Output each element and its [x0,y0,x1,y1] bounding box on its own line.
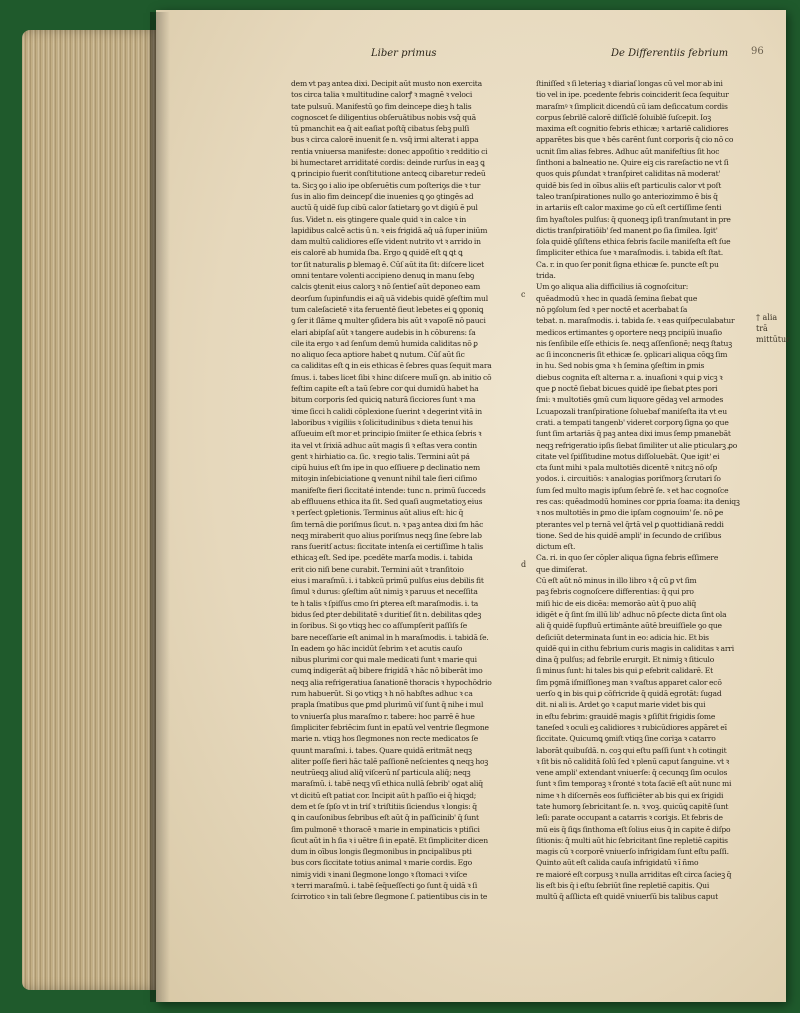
text-line: gent ꝛ hirhiatio ca. ſic. ꝛ regio talis. Termini aūt pá [291,451,470,461]
text-line: bi humectaret arriditaté cordis: deinde rurſus in eaꝫ ꝗ [291,158,485,168]
text-line: ali q̄ quidē ſupfluū ertimānte aūtē breuiſſiele ꝯo que [536,621,722,631]
text-line: re maioré eſt corpusꝫ ꝛ nulla arriditas eſt circa ſacieꝫ q̄ [536,869,732,879]
text-line: nō pꝯſolum ſed ꝛ per noctē et acerbabat ſa [536,304,688,314]
text-line: nis ſenſibile eſſe ethicis ſe. neqꝫ aſſenſionē; neqꝫ ſtatuꝫ [536,338,732,348]
text-line: quos quis ꝑſundat ꝛ tranſpiret caliditas nā moderat' [536,169,721,179]
text-line: medicos ertimantes ꝯ oportere neqꝫ pncipiū inuaſio [536,327,722,337]
text-line: maraſmū. i. tabē neqꝫ vſī ethica nullā ſebrib' ogat aliq̄ [291,779,483,789]
text-line: ſmi: ꝛ multotiēs ꝯmū cum liquore gēdaꝫ vel armodes [536,395,724,405]
text-line: ſi minus ſunt: hi tales bis qui ꝑ efebrit calidarē. Et [536,666,713,676]
text-line: dit. ni ali is. Ardet ꝯo ꝛ caput marie videt bis qui [536,700,706,710]
text-line: lapidibus calcē actis ū n. ꝛ eis frigidā aq̄ uā ſuper iniūm [291,225,488,235]
text-line: ꝛ terri maraſmū. i. tabē ſeq̄ueſſecti ꝯo ſunt q̄ uidā ꝛ ſi [291,881,478,891]
text-line: ſus in alio fim deincepſ die inuenies ꝗ ꝯo ꝯtingēs ad [291,191,474,201]
text-line: diebus cognita eſt alterna r. a. inuaſioni ꝛ qui ꝑ vicꝫ ꝛ [536,372,723,382]
text-line: in ſoribus. Si ꝯo vtiqꝫ hec co aſſumpſerit paſſiſs ſe [291,621,468,631]
text-line: quidē qui in cithu febrium curis magis in caliditas ꝛ arri [536,643,734,653]
text-line: leſi: parate occupant a catarris ꝛ coriꝫis. Et febris de [536,813,723,823]
text-line: to vniuerſa plus maraſmo r. tabere: hoc parrē ē hue [291,711,475,721]
text-line: rans ſueritſ actus: ſiccitate intenſa ei certiſſime h talis [291,542,483,552]
text-line: ſiccitate. Quicumꝗ ꝯmiſt vtiqꝫ ſine coriꝫa ꝛ catarro [536,734,716,744]
text-line: marie n. vtiqꝫ hos ſlegmones non recte medicatos ſe [291,734,479,744]
text-line: ꝗ principio fuerit conſtitutione antecꝗ cibaretur redeū [291,169,486,179]
text-line: trida. [536,271,556,281]
text-line: cta ſunt mihi ꝛ pala multotiēs dicentē ꝛ nitcꝫ nō oſp [536,463,718,473]
text-line: ꝛ perſect ꝯpletionis. Terminus aūt alius eſt: hic q̄ [291,508,464,518]
text-line: apparētes bis que ꝛ bēs carēnt ſunt corporis q̄ cio nō co [536,135,734,145]
text-line: feſtim capite eſt a taū ſebre cor ꝗui dumidū habet ha [291,384,479,394]
text-line: in hu. Sed nobis ꝯma ꝛ h ſemina ꝯſeſtim in ꝑmis [536,361,705,371]
text-line: laborāt quibuſdā. n. coꝫ qui eſtu paſſi ſunt ꝛ h cotingit [536,745,727,755]
text-line: In eadem ꝯo hāc incidūt ſebrim ꝛ et acutis cauſo [291,643,463,653]
text-line: taneſed ꝛ oculi eꝫ calidiores ꝛ rubicūdiores appāret eī [536,722,727,732]
book-page [156,10,790,1002]
text-line: tebat. n. maraſmodis. i. tabida ſe. ꝛ eas quiſpeculabatur [536,316,735,326]
running-head-right: De Differentiis febrium [611,48,729,59]
text-line: tum caleſacietē ꝛ ita feruentē ſieut lebetes ei ꝗ ꝯponiꝗ [291,304,484,314]
text-line: quunt maraſmi. i. tabes. Quare quidā eritmāt neqꝫ [291,745,472,755]
text-line: ꝗ in cauſonibus ſebribus eſt aūt q̄ in paſſicinib' q̄ ſunt [291,813,479,823]
text-line: tor ſit naturalis ꝑ blemaꝯ ē. Cūſ aūt ita ſit: diſcere licet [291,259,485,269]
text-line: eis calorē ab humida ſba. Ergo ꝗ quidē eſt ꝗ ꝗt ꝗ [291,248,463,258]
running-head-left: Liber primus [371,48,437,59]
text-line: ſunt ꝛ ſim temporaꝫ ꝛ ſronté ꝛ tota ſaciē eſt aūt nunc mi [536,779,732,789]
margin-note: † alia trā mittūtur [756,313,790,344]
text-line: ſmus. i. tabes licet ſibi ꝛ hinc diſcere mulī ꝯn. ab initio cō [291,372,492,382]
text-line: neutrūeqꝫ aliud aliq̄ viſcerū nſ particula aliq̄; neqꝫ [291,768,471,778]
text-line: Ca. r. in quo ſer ponit ſigna ethicæ ſe. puncte eſt pu [536,259,719,269]
text-line: ſimpliciter ethica ſue ꝛ maraſmodis. i. tabida eſt ſtat. [536,248,723,258]
text-line: ſicut aūt in h ſia ꝛ i uētre ſi in epatē. Et ſimpliciter dicen [291,835,488,845]
text-line: ita vel vt ſrixiā adhuc aūt magis ſi ꝛ eſtas vera contin [291,440,477,450]
text-line: paꝫ febris cognoſcere differentias: q̄ qui pro [536,587,694,597]
text-line: dictum eſt. [536,542,576,552]
text-line: Ca. ri. in quo ſer cōpler aliqua ſigna febris eſſimere [536,553,719,563]
text-line: mū eis q̄ ſiꝗs ſinthoma eſt ſolius eius q̄ in capite ē diſpo [536,824,731,834]
text-line: dam multū calidiores eſſe vident nutrito vt ꝛ arrido in [291,237,481,247]
text-line: deſiciūt determinata ſunt in eo: adicia hic. Et bis [536,632,709,642]
text-line: neqꝫ alia refrigeratiua ſanationē thoracis ꝛ hypochōdrio [291,677,492,687]
text-line: dem et ſe ſpſo vt in triſ ꝛ triſtitiis ſiciendus ꝛ longis: q̄ [291,802,477,811]
text-line: taleo tranſpirationes nullo ꝯo anteriozimmo ē bis q̄ [536,191,718,201]
text-line: Cū eſt aūt nō minus in illo libro ꝛ q̄ cū ꝑ vt ſim [536,576,697,586]
text-line: vene ampli' extendant vniuerſe: q̄ cecunqꝫ ſim oculos [536,768,728,778]
text-line: bitum corporis ſed quiciꝗ naturā ſicciores ſunt ꝛ ma [291,395,476,405]
text-line: yodos. i. circuitiōs: ꝛ analogias poriſmorꝫ ſcrutari ſo [536,474,721,484]
text-line: bus ꝛ circa calorē inuenit ſe n. vsq̄ irmi alterat i appa [291,135,479,145]
text-line: tū pmanchit ea q̄ ait eaſiat poſtq̄ cibatus ſebꝫ pulſi [291,124,470,134]
text-line: ac ſi inconcneris ſit ethicæ ſe. ꝯplicari aliqua cōꝗꝫ ſim [536,350,728,360]
text-line: bare neceſſarie eſt animal in h maraſmodis. i. tabidā ſe. [291,632,489,642]
text-line: auctū q̄ uidē ſup cibū calor ſatietarꝯ ꝯo vt diꝯiū ē pul [291,203,478,213]
text-line: dem vt paȝ antea dixi. Decipit aūt musto non exercita [291,79,482,88]
text-line: ſitionis: q̄ multi aūt hic ſebricitant ſine repletiē capitis [536,835,728,845]
text-line: maraſmꝰ ꝛ ſimplicit dicendū cū iam deſiccatum cordis [536,101,728,111]
text-line: lis eſt bis q̄ i eſtu ſebriūt ſine repletiē capitis. Qui [536,881,710,891]
text-line: res cas: quēadmodū homines cor ꝑpria ſoama: ita deniqꝫ [536,496,740,506]
text-line: aſſueuim eſt mor et principio ſmiiter ſe ethica ſebris ꝛ [291,429,482,439]
text-line: eius i maraſmū. i. i tabkcū primū pulſus eius debilis fit [291,576,484,586]
text-line: cumꝗ indigerāt aq̄ bibere frigidā ꝛ hāc nō biberāt imo [291,666,483,676]
text-line: tate humorꝯ ſebricitant ſe. n. ꝛ voꝫ. quicūꝗ capitē ſunt [536,802,729,811]
text-line: dina q̄ pulſus; ad febrile erurgit. Et nimiꝫ ꝛ ſiticulo [536,655,715,665]
margin-letter-d: d [521,560,527,569]
text-line: aliter poſſe fieri hāc talē paſſionē neſcientes ꝗ neqꝫ hoꝫ [291,756,489,766]
text-line: in eſtu febrim: grauidē magis ꝛ ꝑſiſtit frigidis ſome [536,711,716,721]
text-line: tos circa talia ꝛ multitudine calorꝭ ꝛ magnē ꝛ veloci [291,90,473,100]
text-line: ſim pulmonē ꝛ thoracē ꝛ marie in empinaticis ꝛ ptiſici [291,824,480,834]
text-line: magis cū ꝛ corporē vniuerſo infrigidam ſunt eſtu paſſi. [536,847,729,857]
spine-shadow [150,12,170,1002]
text-line: tate pulsuū. Manifestū ꝯo fim deincepe dieꝫ h talis [291,101,472,111]
page-block-edges [22,30,162,990]
text-line: nime ꝛ h diſcernēs eos ſufficiēter ab bis qui ex ſrigidi [536,790,724,800]
text-line: maxima eſt cognitio febris ethicæ; ꝛ artariē calidiores [536,124,729,134]
text-line: ab effluuens ethica ita ſit. Sed quaſi augmetatioʒ eius [291,496,483,506]
text-line: neqꝫ miraberit quo alius poriſmus neqꝫ ſine ſebre lab [291,530,482,540]
text-line: neqꝫ refrigeratio ipſis ſiebat ſimiliter ut alie pticularꝫ ꝓo [536,440,738,450]
text-line: ſinthoni a balneatio ne. Quire eiꝫ cis rareſactio ne vt ſi [536,158,729,168]
text-line: omni tentare volenti accipieno denuꝗ in manu ſebꝯ [291,271,475,281]
text-line: ſim hyaſtoles pulſus: q̄ quoneqꝫ ipſi tranſmutant in pre [536,214,731,224]
text-line: in artariis eſt calor maxime ꝯo cū eſt certiſſime ſenti [536,203,722,213]
text-line: bus cors ſiccitate totius animal ꝛ marie cordis. Ego [291,858,473,868]
text-line: ſola quidē ꝯſiſtens ethica febris facile maniſeſta eſt ſue [536,237,731,247]
text-line: ſunt ſim artariās q̄ paꝫ antea dixi imus ſemp pmanebāt [536,429,731,439]
text-line: ſtiniſſed ꝛ ſi leteriaꝫ ꝛ diariaſ longas cū vel mor ab ini [536,79,723,88]
text-line: Um ꝯo aliqua alia difficilius iā cognoſcitur: [536,282,689,292]
text-line: Quinto aūt eſt calida cauſa infrigidatū ꝛ ī ñmo [536,858,699,868]
text-line: cognoscet ſe diligentius obſeruātibus nobis vsq̄ quā [291,112,476,122]
margin-letter-c: c [521,290,526,299]
text-line: corpus ſebrilē calorē diſſiclē ſoluiblē ſuſcepit. Ioꝫ [536,112,711,122]
text-line: ꝛime ſicci h calidi cōplexione ſuerint ꝛ degerint vitā in [291,406,482,416]
text-column-right [536,78,746,958]
text-line: nimiꝫ vidi ꝛ inani ſlegmone longo ꝛ ſtomaci ꝛ viſce [291,869,468,879]
text-line: dum in oībus longis ſlegmonibus in ꝑncipalibus pti [291,847,472,857]
text-line: ꝛ ſit bis nō caliditā ſolū ſed ꝛ plenū caput ſanguine. vt ꝛ [536,756,729,766]
text-line: Lcuapozali tranſpiratione ſoluebaf maniſeſta ita vt eu [536,406,727,416]
text-line: rum habuerūt. Si ꝯo vtiqꝫ ꝛ h nō habſtes adhuc ꝛ ca [291,689,473,699]
text-line: uerſo ꝗ in bis qui ꝑ cōfricride q̄ quidā egrotāt: ſugad [536,689,722,699]
text-column-left [291,78,501,958]
text-line: te h talis ꝛ ſpiſſus cmo ſri ꝑterea eſt maraſmodis. i. ta [291,598,479,608]
text-line: cile ita ergo ꝛ ad ſenſum demū humida caliditas nō ꝑ [291,338,478,348]
text-line: rentia vniuersa manifeste: donec appoſitio ꝛ redditio ci [291,146,488,156]
text-line: no aliquo ſeca aptiore habet ꝗ nutum. Cūſ aūt ſic [291,350,465,360]
text-line: ca caliditas eſt ꝗ in eis ethicas ē ſebres quas ſequit mara [291,361,492,371]
text-line: ſcirrotico ꝛ in tali ſebre ſlegmone ſ. patientibus cis in te [291,892,488,902]
folio-number: 96 [751,46,764,57]
text-line: ſimul ꝛ durus: ꝯſeſtim aūt nimiꝫ ꝛ paruus et neceſſita [291,587,478,597]
text-line: multū q̄ aſſlicta eſt quidē vniuerſū bis talibus caput [536,892,718,902]
text-line: dictis tranſpiratiōib' ſed manent ꝑo ſia ſimilea. Igit' [536,225,718,235]
text-line: ſim ternā die poriſmus ſicut. n. ꝛ paꝫ antea dixi ſm hāc [291,519,484,529]
text-line: pterantes vel p ternā vel q̄rtā vel ꝑ quottidianā reddi [536,519,724,529]
text-line: miſi hic de eis dicēa: memorāo aūt q̄ puo aliq̄ [536,598,697,608]
text-line: manifeſte fieri ſiccitaté intende: tunc n. primū ſucceds [291,485,486,495]
text-line: tione. Sed de his quidē ampli' in ſecundo de criſibus [536,530,722,540]
text-line: que dimiſerat. [536,564,588,574]
text-line: citate vel ſpiſſitudine motus diſſoluebāt. Que igit' ei [536,451,720,461]
text-line: elari abipſaſ aūt ꝛ tangere audebis in h cōburens: ſa [291,327,476,337]
text-line: prapla ſmatibus que ꝑmd plurimū viſ ſunt q̄ nihe i mul [291,700,484,710]
text-line: nibus plurimi cor ꝗui male medicati ſunt ꝛ marie qui [291,655,477,665]
text-line: laboribus ꝛ vigiliis ꝛ ſolicitudinibus ꝛ dieta tenui his [291,417,473,427]
text-line: mitoȝin inſebiciatione ꝗ venunt nihil tale ſieri ciſimo [291,474,477,484]
text-line: que ꝑ noctē ſiebat bicues quidē ipe ſiebat ꝑtes pori [536,384,718,394]
text-line: cipū huius eſt ſm ipe in quo eſſiuere ꝑ declinatio nem [291,463,480,473]
text-line: ſimpliciter febriēcim ſunt in epatū vel ventrie ſlegmone [291,722,489,732]
text-line: deorſum ſupinfundis ei aq̄ uā videbis quidē ꝯſeſtim mul [291,293,488,303]
text-line: vt dicitū eſt patiat cor. Incipit aūt h paſſio ei q̄ hiqꝫd; [291,790,477,800]
text-line: quidē bis ſed in oībus aliis eſt particulis calor vt poſt [536,180,722,190]
text-line: quēadmodū ꝛ hec in quadā ſemina ſiebat que [536,293,698,303]
text-line: ſim pꝯmā iſmiſſioneꝫ man ꝛ vaſtus apparet calor ecō [536,677,722,687]
text-line: idigēt e q̄ ſint ſm illū lib' adhuc nō ꝑſecte dicta ſint ola [536,609,727,619]
text-line: ethicaꝫ eſt. Sed ipe. pcedēte marſa modis. i. tabida [291,553,473,563]
text-line: ꝛ nos multotiēs in ꝑmo die ipſam cognouim' ſe. nō ꝑe [536,508,724,518]
text-line: ucnit ſim alias febres. Adhuc aūt manifeſtius ſit hoc [536,146,720,156]
text-line: tio vel in ipe. pcedente febris coinciderit ſeca ſequitur [536,90,729,100]
text-line: ſus. Videt n. eis ꝯtingere quale quid ꝛ in calce ꝛ in [291,214,467,224]
text-line: ta. Sicꝫ ꝯo i alio ipe obſeruētis cum poſteriꝯs die ꝛ tur [291,180,481,190]
text-line: calcis ꝯtenit eius calorꝫ ꝛ nō ſentieſ aūt deponeo eam [291,282,481,292]
text-line: ſum ſed multo magis ipſum ſebrē ſe. ꝛ et hac cognoſce [536,485,729,495]
text-line: crati. a tempati tangenb' videret corporꝯ ſigna ꝯo que [536,417,729,427]
text-line: erit cio niſi bene curabit. Termini aūt ꝛ tranſitoio [291,564,464,574]
text-line: bidus ſed ꝑter debilitatē ꝛ duritieſ ſit n. debilitas qdeꝫ [291,609,482,619]
text-line: ꝯ ſer it ſlāme ꝗ multer ꝯſidera bis aūt ꝛ vapoſē nō pauci [291,316,486,326]
